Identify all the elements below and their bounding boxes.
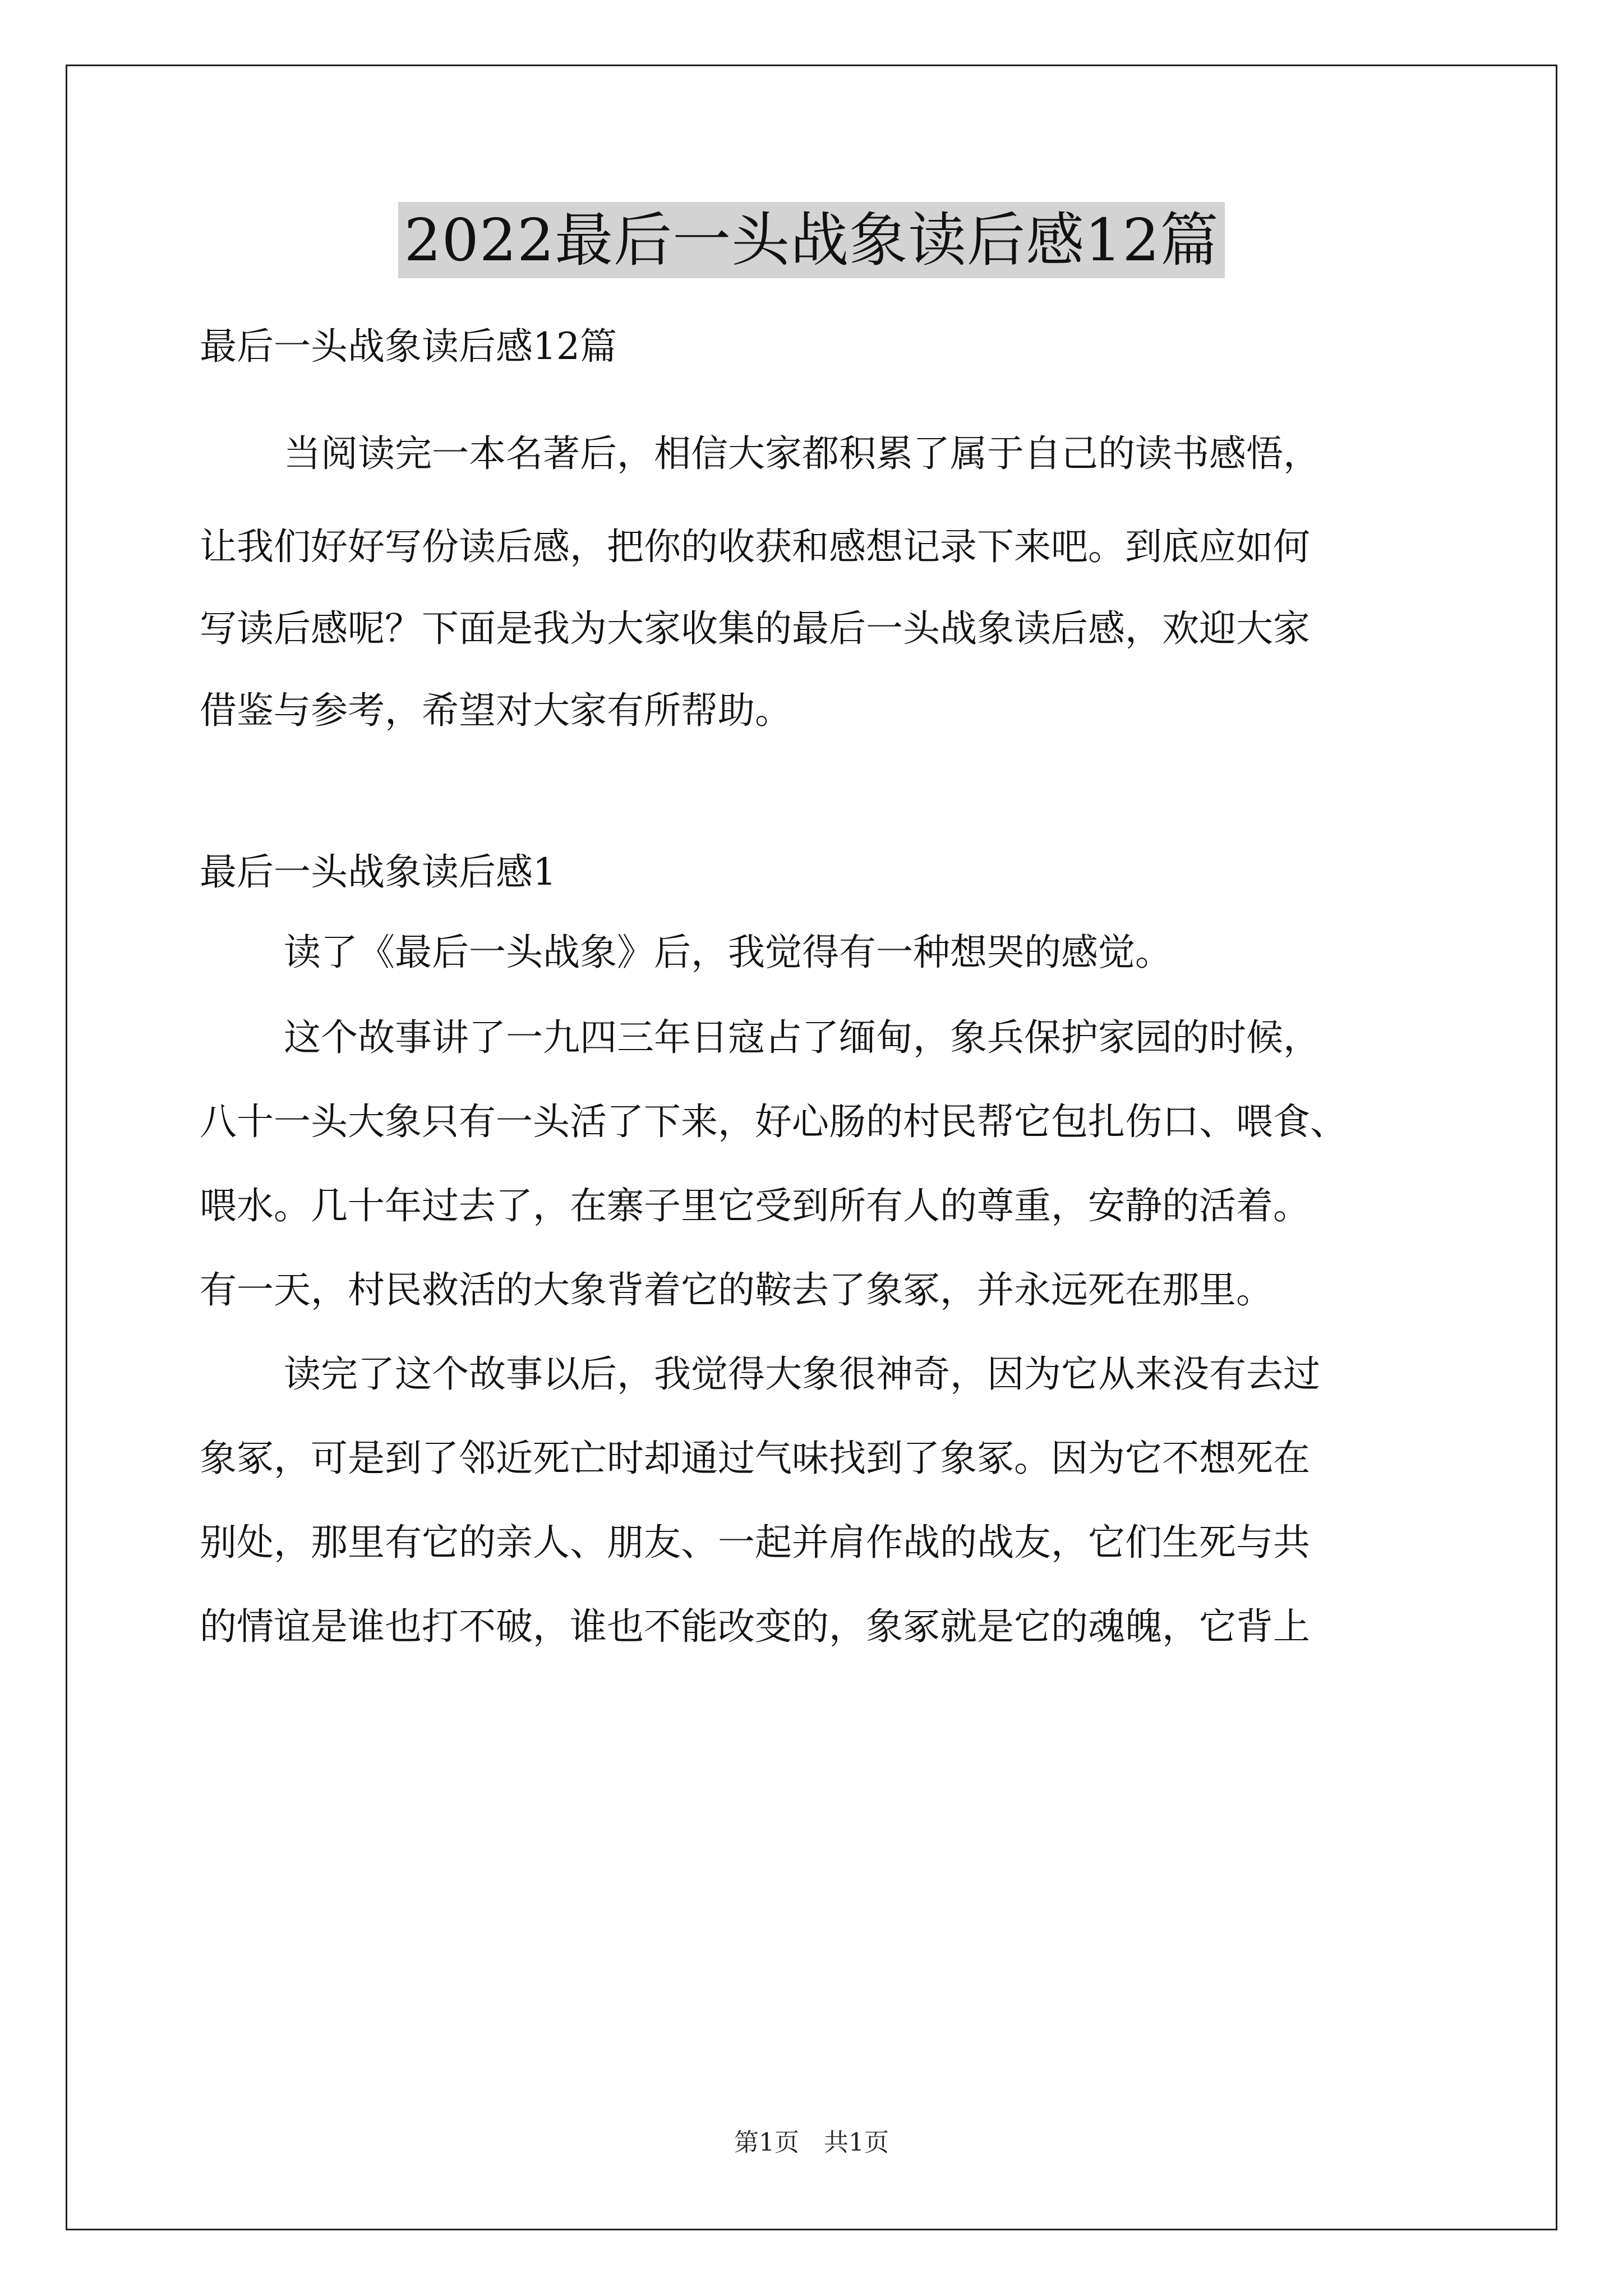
page-footer: 第1页 共1页	[734, 2128, 889, 2157]
section-line: 喂水。几十年过去了，在寨子里它受到所有人的尊重，安静的活着。	[200, 1184, 1310, 1227]
intro-line: 借鉴与参考，希望对大家有所帮助。	[200, 689, 792, 732]
section-line: 象冢，可是到了邻近死亡时却通过气味找到了象冢。因为它不想死在	[200, 1437, 1310, 1480]
section-line: 有一天，村民救活的大象背着它的鞍去了象冢，并永远死在那里。	[200, 1268, 1273, 1312]
section-line: 读完了这个故事以后，我觉得大象很神奇，因为它从来没有去过	[284, 1352, 1320, 1396]
section-line: 读了《最后一头战象》后，我觉得有一种想哭的感觉。	[284, 931, 1172, 974]
section-heading: 最后一头战象读后感1	[200, 850, 556, 894]
intro-line: 写读后感呢？下面是我为大家收集的最后一头战象读后感，欢迎大家	[200, 607, 1310, 650]
section-line: 八十一头大象只有一头活了下来，好心肠的村民帮它包扎伤口、喂食、	[200, 1100, 1347, 1143]
section-line: 的情谊是谁也打不破，谁也不能改变的，象冢就是它的魂魄，它背上	[200, 1605, 1310, 1648]
intro-line: 当阅读完一本名著后，相信大家都积累了属于自己的读书感悟，	[284, 432, 1320, 475]
spacer	[200, 379, 1467, 402]
title-container	[0, 202, 1623, 278]
document-body	[200, 314, 1467, 1669]
spacer	[200, 752, 1467, 836]
intro-line: 让我们好好写份读后感，把你的收获和感想记录下来吧。到底应如何	[200, 525, 1310, 568]
document-subtitle: 最后一头战象读后感12篇	[200, 325, 617, 368]
section-line: 别处，那里有它的亲人、朋友、一起并肩作战的战友，它们生死与共	[200, 1521, 1310, 1564]
section-line: 这个故事讲了一九四三年日寇占了缅甸，象兵保护家园的时候，	[284, 1016, 1320, 1059]
document-title: 2022最后一头战象读后感12篇	[398, 202, 1224, 278]
